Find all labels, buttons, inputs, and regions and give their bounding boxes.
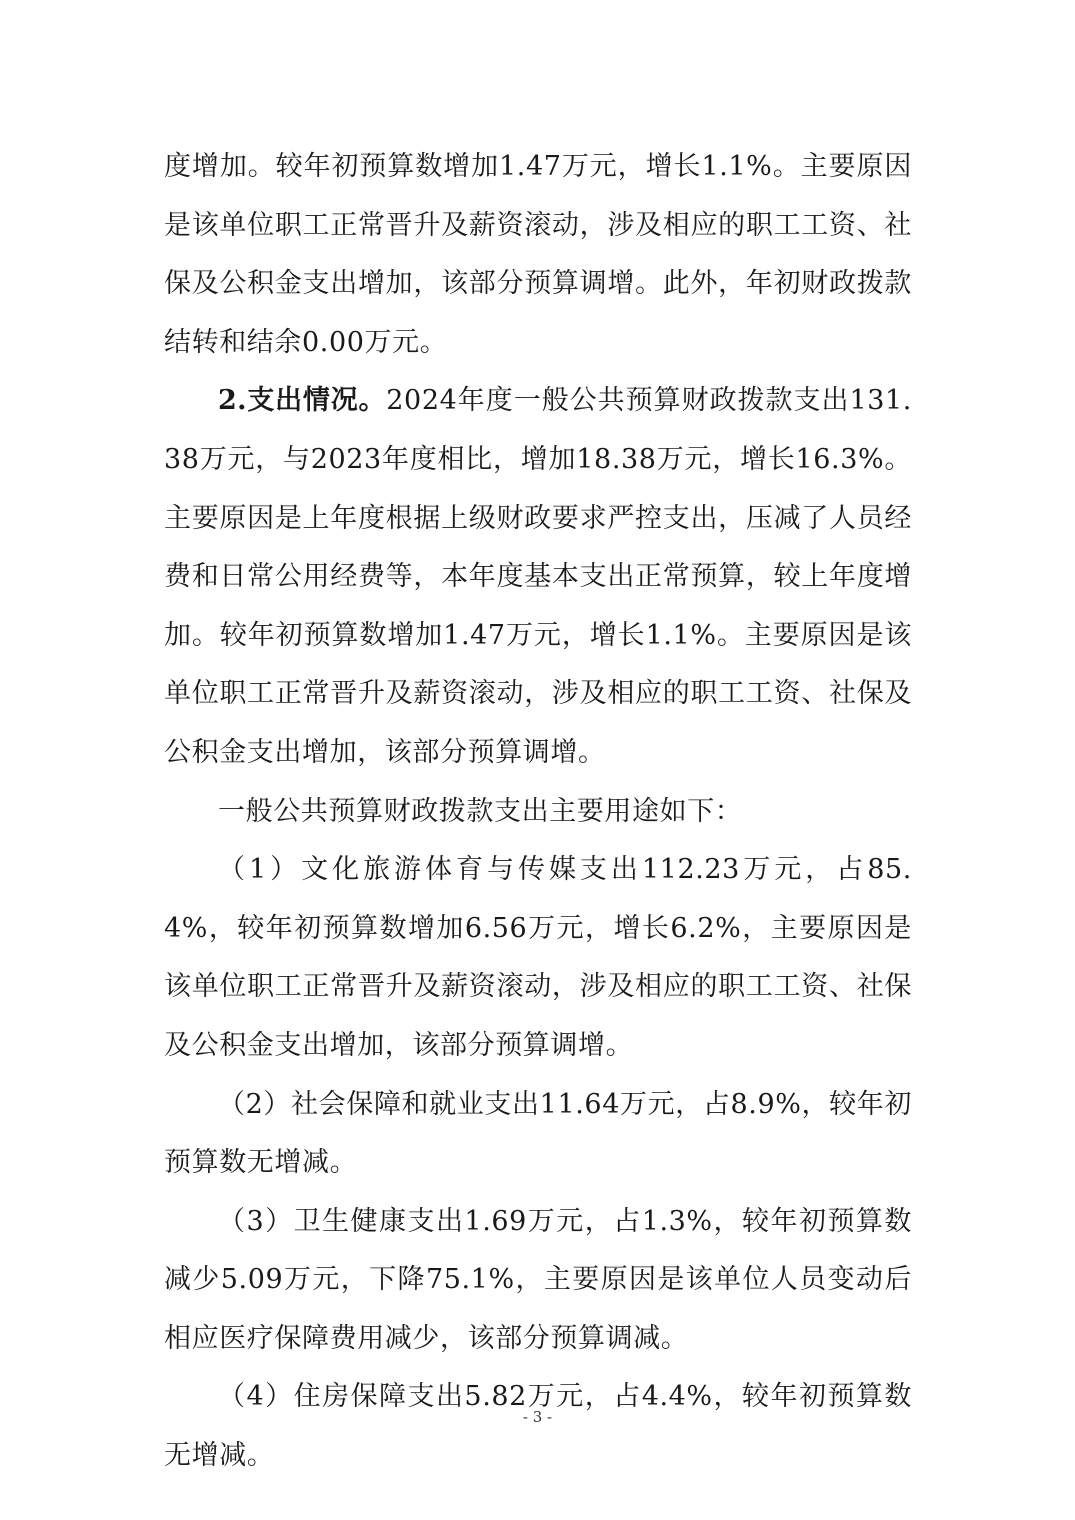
- paragraph-item-housing: [164, 1368, 912, 1485]
- paragraph-text: （4）住房保障支出5.82万元，占4.4%，较年初预算数无增减。: [164, 1381, 912, 1472]
- paragraph-text: （3）卫生健康支出1.69万元，占1.3%，较年初预算数减少5.09万元，下降75.1%，主要原因是该单位人员变动后相应医疗保障费用减少，该部分预算调减。: [164, 1205, 912, 1354]
- paragraph-text: 一般公共预算财政拨款支出主要用途如下：: [218, 795, 743, 827]
- document-body: [164, 138, 912, 1486]
- paragraph-usage-intro: [164, 783, 912, 842]
- paragraph-text: （1）文化旅游体育与传媒支出112.23万元，占85.4%，较年初预算数增加6.56万元，增长6.2%，主要原因是该单位职工正常晋升及薪资滚动，涉及相应的职工工资、社保及公积金支出增加，该部分预算调增。: [164, 854, 912, 1061]
- paragraph-budget-adjustment-continued: [164, 138, 912, 372]
- page-number: - 3 -: [522, 1408, 553, 1426]
- paragraph-text: 度增加。较年初预算数增加1.47万元，增长1.1%。主要原因是该单位职工正常晋升及薪资滚动，涉及相应的职工工资、社保及公积金支出增加，该部分预算调增。此外，年初财政拨款结转和结余0.00万元。: [164, 151, 912, 358]
- paragraph-text: 2024年度一般公共预算财政拨款支出131.38万元，与2023年度相比，增加18.38万元，增长16.3%。主要原因是上年度根据上级财政要求严控支出，压减了人员经费和日常公用经费等，本年度基本支出正常预算，较上年度增加。较年初预算数增加1.47万元，增长1.1%。主要原因是该单位职工正常晋升及薪资滚动，涉及相应的职工工资、社保及公积金支出增加，该部分预算调增。: [164, 385, 912, 768]
- paragraph-text: （2）社会保障和就业支出11.64万元，占8.9%，较年初预算数无增减。: [164, 1088, 912, 1179]
- paragraph-item-culture-tourism: [164, 841, 912, 1075]
- paragraph-item-health: [164, 1193, 912, 1369]
- paragraph-expenditure-overview: [164, 372, 912, 782]
- paragraph-item-social-security: [164, 1076, 912, 1193]
- section-heading-expenditure: 2.支出情况。: [218, 385, 387, 417]
